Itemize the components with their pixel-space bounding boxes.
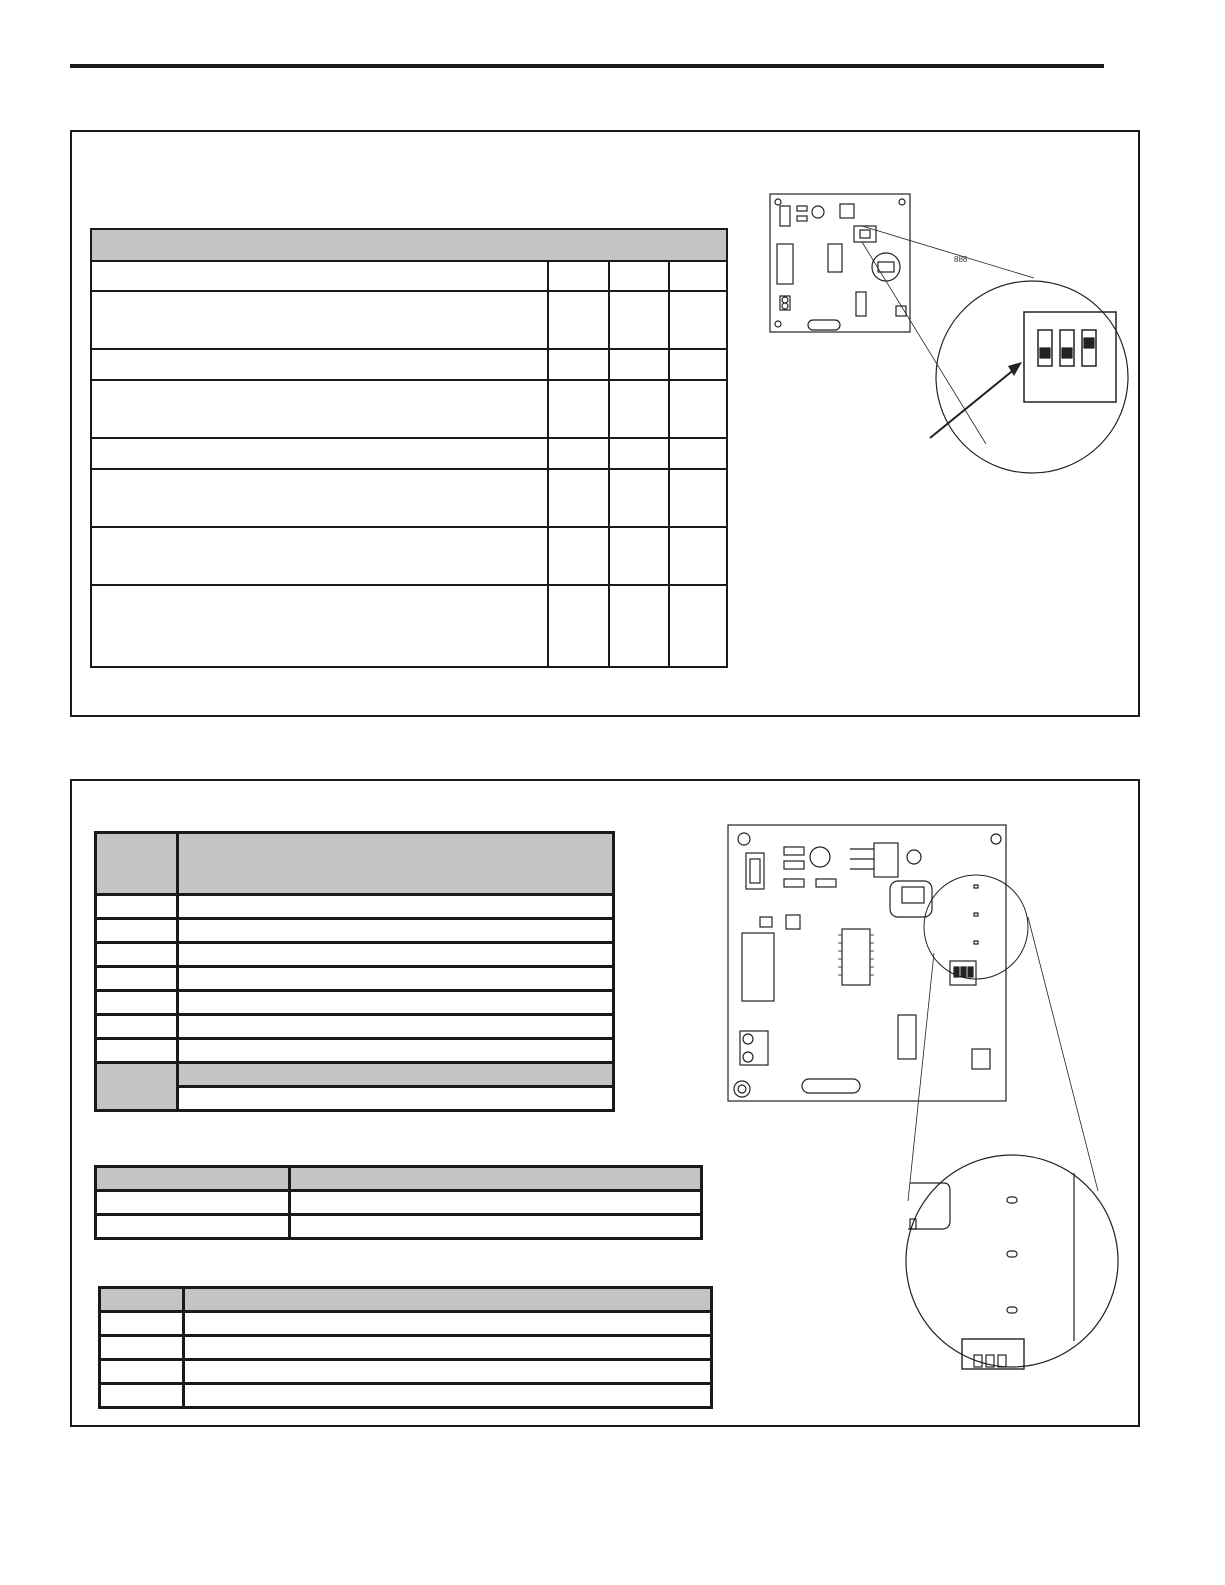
top-rule bbox=[70, 64, 1104, 68]
table-row bbox=[96, 895, 614, 919]
switch-table-header bbox=[91, 229, 727, 261]
table-row bbox=[96, 1015, 614, 1039]
table-row bbox=[96, 967, 614, 991]
switch-settings-panel bbox=[70, 130, 1140, 717]
table-row bbox=[96, 1191, 702, 1215]
pinout-table bbox=[94, 831, 615, 1112]
table-row bbox=[100, 1312, 712, 1336]
table-row bbox=[96, 919, 614, 943]
table-row bbox=[96, 991, 614, 1015]
chip-label: 888 bbox=[954, 255, 968, 264]
circuit-board bbox=[728, 825, 1006, 1101]
table-row bbox=[96, 1039, 614, 1063]
dip-setting-table bbox=[94, 1165, 703, 1240]
table-row bbox=[100, 1384, 712, 1408]
table-row bbox=[96, 1063, 614, 1087]
dip-switch-location-figure bbox=[762, 182, 1132, 482]
table-row bbox=[96, 943, 614, 967]
table-row bbox=[91, 438, 727, 469]
switch-settings-table bbox=[90, 228, 728, 668]
pin-column-header bbox=[96, 833, 178, 895]
led-location-figure bbox=[712, 821, 1132, 1381]
table-row bbox=[91, 527, 727, 585]
table-row bbox=[91, 380, 727, 438]
table-row bbox=[91, 585, 727, 667]
table-row bbox=[91, 291, 727, 349]
table-row bbox=[91, 469, 727, 527]
table-row bbox=[91, 349, 727, 380]
table-row bbox=[100, 1336, 712, 1360]
description-column-header bbox=[178, 833, 614, 895]
table-row bbox=[100, 1360, 712, 1384]
led-status-table bbox=[98, 1286, 713, 1409]
connector-pinout-panel bbox=[70, 779, 1140, 1427]
table-row bbox=[91, 261, 727, 291]
table-row bbox=[96, 1215, 702, 1239]
